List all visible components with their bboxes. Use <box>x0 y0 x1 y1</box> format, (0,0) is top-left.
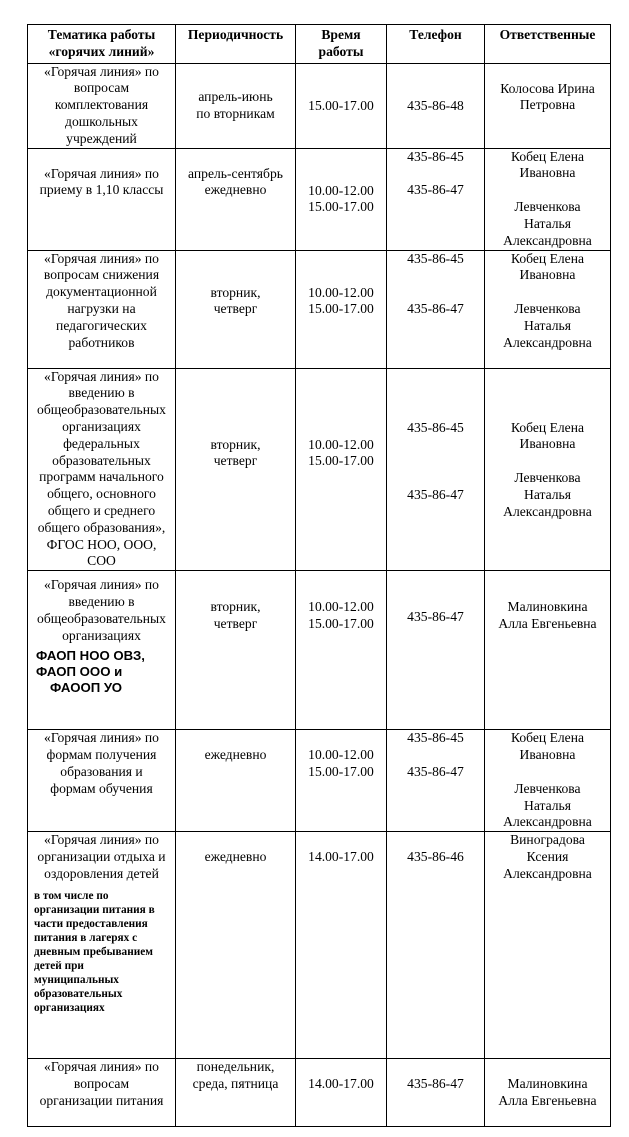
cell-text: ФГОС НОО, ООО, <box>46 536 157 552</box>
cell-text: общеобразовательных <box>37 402 166 418</box>
cell-text: организации отдыха и <box>37 848 166 864</box>
cell-text: образовательных <box>34 987 123 1000</box>
cell-text: 15.00-17.00 <box>308 199 374 215</box>
cell-text: федеральных <box>63 435 140 451</box>
cell-text: формам получения <box>46 746 157 762</box>
cell-text: введению в <box>68 593 135 609</box>
phone-cell <box>387 730 485 832</box>
cell-text: 10.00-12.00 <box>308 599 374 615</box>
phone-number: 435-86-47 <box>407 609 464 625</box>
topic-cell <box>28 63 176 148</box>
cell-text: детей при <box>34 959 84 972</box>
cell-text: Кобец Елена <box>510 148 585 164</box>
phone-cell <box>387 368 485 571</box>
cell-text: ежедневно <box>204 747 267 763</box>
cell-text: Ксения <box>526 848 569 864</box>
cell-text: Левченкова <box>514 470 581 486</box>
topic-note <box>30 648 173 696</box>
responsible-cell <box>485 148 611 250</box>
cell-text: 10.00-12.00 <box>308 182 374 198</box>
cell-text: «Горячая линия» по <box>44 1059 159 1075</box>
phone-number: 435-86-47 <box>407 301 464 317</box>
periodicity-cell <box>176 63 296 148</box>
cell-text: ФАОП НОО ОВЗ, <box>36 648 145 664</box>
cell-text: общего и среднего <box>47 502 156 518</box>
cell-text: ежедневно <box>204 849 267 865</box>
cell-text: среда, пятница <box>192 1075 279 1091</box>
cell-text: четверг <box>213 615 258 631</box>
cell-text: учреждений <box>66 130 137 146</box>
cell-text: 15.00-17.00 <box>308 301 374 317</box>
time-cell <box>296 1059 387 1127</box>
cell-text: дошкольных <box>65 113 138 129</box>
header-responsible: Ответственные <box>485 25 611 64</box>
cell-text: 15.00-17.00 <box>308 763 374 779</box>
responsible-cell <box>485 571 611 730</box>
cell-text: Тематика работы <box>47 27 156 42</box>
phone-number: 435-86-47 <box>407 182 464 198</box>
time-cell <box>296 148 387 250</box>
cell-text: вопросам <box>73 1075 130 1091</box>
cell-text: Левченкова <box>514 780 581 796</box>
cell-text: 10.00-12.00 <box>308 747 374 763</box>
cell-text: организации питания <box>39 1092 164 1108</box>
cell-text: программ начального <box>39 469 164 485</box>
cell-text: общего, основного <box>47 486 156 502</box>
cell-text: образования и <box>60 763 143 779</box>
cell-text: апрель-июнь <box>198 88 273 104</box>
cell-text: части предоставления <box>34 917 148 930</box>
cell-text: образовательных <box>52 452 151 468</box>
cell-text: Кобец Елена <box>510 419 585 435</box>
cell-text: СОО <box>87 553 116 569</box>
cell-text: 15.00-17.00 <box>308 453 374 469</box>
cell-text: четверг <box>213 301 258 317</box>
cell-text: вопросам снижения <box>43 267 160 283</box>
header-periodicity: Периодичность <box>176 25 296 64</box>
cell-text: ФАООП УО <box>50 680 123 696</box>
cell-text: 14.00-17.00 <box>308 849 374 865</box>
time-cell <box>296 730 387 832</box>
phone-number: 435-86-45 <box>407 250 464 266</box>
cell-text: Наталья <box>524 317 571 333</box>
cell-text: питания в лагерях с <box>34 931 138 944</box>
cell-text: 15.00-17.00 <box>308 615 374 631</box>
phone-number: 435-86-45 <box>407 148 464 164</box>
cell-text: вопросам <box>73 80 130 96</box>
cell-text: Левченкова <box>514 199 581 215</box>
cell-text: Кобец Елена <box>510 730 585 746</box>
topic-cell <box>28 1059 176 1127</box>
periodicity-cell <box>176 148 296 250</box>
header-phone: Телефон <box>387 25 485 64</box>
cell-text: «Горячая линия» по <box>44 730 159 746</box>
topic-cell <box>28 730 176 832</box>
cell-text: организации питания в <box>34 903 155 916</box>
table-row <box>28 832 611 1059</box>
cell-text: организациях <box>34 1001 105 1014</box>
cell-text: Алла Евгеньевна <box>498 1092 597 1108</box>
phone-cell <box>387 571 485 730</box>
table-row <box>28 148 611 250</box>
cell-text: Ивановна <box>519 165 576 181</box>
periodicity-cell <box>176 832 296 1059</box>
cell-text: Александровна <box>503 814 592 830</box>
topic-note <box>30 889 173 1015</box>
phone-cell <box>387 1059 485 1127</box>
table-row <box>28 730 611 832</box>
time-cell <box>296 63 387 148</box>
cell-text: Малиновкина <box>507 1076 588 1092</box>
cell-text: «Горячая линия» по <box>44 250 159 266</box>
cell-text: «Горячая линия» по <box>44 368 159 384</box>
table-row <box>28 1059 611 1127</box>
periodicity-cell <box>176 368 296 571</box>
cell-text: 10.00-12.00 <box>308 284 374 300</box>
cell-text: Александровна <box>503 865 592 881</box>
cell-text: формам обучения <box>50 780 153 796</box>
cell-text: понедельник, <box>196 1059 275 1075</box>
responsible-cell <box>485 1059 611 1127</box>
cell-text: ежедневно <box>204 182 267 198</box>
header-work-time <box>296 25 387 64</box>
phone-cell <box>387 63 485 148</box>
time-cell <box>296 368 387 571</box>
cell-text: «Горячая линия» по <box>44 63 159 79</box>
cell-text: введению в <box>68 385 135 401</box>
phone-number: 435-86-45 <box>407 419 464 435</box>
cell-text: комплектования <box>54 97 149 113</box>
cell-text: Ивановна <box>519 436 576 452</box>
cell-text: Левченкова <box>514 301 581 317</box>
cell-text: 14.00-17.00 <box>308 1076 374 1092</box>
header-topic <box>28 25 176 64</box>
cell-text: Малиновкина <box>507 599 588 615</box>
periodicity-cell <box>176 571 296 730</box>
cell-text: Ивановна <box>519 267 576 283</box>
cell-text: в том числе по <box>34 889 109 902</box>
cell-text: муниципальных <box>34 973 119 986</box>
phone-number: 435-86-47 <box>407 487 464 503</box>
cell-text: Кобец Елена <box>510 250 585 266</box>
phone-number: 435-86-46 <box>407 849 464 865</box>
topic-cell <box>28 250 176 368</box>
cell-text: Петровна <box>519 97 576 113</box>
topic-cell <box>28 368 176 571</box>
cell-text: организациях <box>62 418 141 434</box>
cell-text: Александровна <box>503 232 592 248</box>
cell-text: Ивановна <box>519 746 576 762</box>
cell-text: нагрузки на <box>67 300 136 316</box>
cell-text: приему в 1,10 классы <box>39 182 164 198</box>
periodicity-cell <box>176 1059 296 1127</box>
cell-text: общеобразовательных <box>37 610 166 626</box>
cell-text: апрель-сентябрь <box>188 165 283 181</box>
phone-number: 435-86-47 <box>407 1076 464 1092</box>
topic-cell <box>28 832 176 1059</box>
table-header-row <box>28 25 611 64</box>
cell-text: Наталья <box>524 486 571 502</box>
responsible-cell <box>485 63 611 148</box>
time-cell <box>296 571 387 730</box>
phone-cell <box>387 250 485 368</box>
responsible-cell <box>485 250 611 368</box>
cell-text: «горячих линий» <box>48 43 155 59</box>
cell-text: Александровна <box>503 334 592 350</box>
table-row <box>28 250 611 368</box>
table-row <box>28 571 611 730</box>
topic-cell <box>28 148 176 250</box>
phone-number: 435-86-45 <box>407 730 464 746</box>
periodicity-cell <box>176 730 296 832</box>
cell-text: организациях <box>62 627 141 643</box>
phone-cell <box>387 148 485 250</box>
cell-text: 15.00-17.00 <box>308 97 374 113</box>
cell-text: работы <box>318 43 364 59</box>
cell-text: Виноградова <box>510 832 585 848</box>
cell-text: вторник, <box>210 284 261 300</box>
phone-cell <box>387 832 485 1059</box>
cell-text: Александровна <box>503 503 592 519</box>
responsible-cell <box>485 368 611 571</box>
cell-text: Наталья <box>524 797 571 813</box>
cell-text: Наталья <box>524 215 571 231</box>
hotlines-table <box>27 24 611 1127</box>
cell-text: документационной <box>46 284 157 300</box>
cell-text: по вторникам <box>196 105 275 121</box>
cell-text: вторник, <box>210 599 261 615</box>
cell-text: педагогических <box>56 317 147 333</box>
cell-text: 10.00-12.00 <box>308 436 374 452</box>
table-row <box>28 368 611 571</box>
phone-number: 435-86-47 <box>407 763 464 779</box>
cell-text: общего образования», <box>37 519 166 535</box>
cell-text: вторник, <box>210 436 261 452</box>
topic-cell <box>28 571 176 730</box>
table-row <box>28 63 611 148</box>
responsible-cell <box>485 730 611 832</box>
cell-text: Время <box>321 27 361 42</box>
cell-text: дневным пребыванием <box>34 945 153 958</box>
cell-text: ФАОП ООО и <box>36 664 123 680</box>
time-cell <box>296 250 387 368</box>
responsible-cell <box>485 832 611 1059</box>
cell-text: Колосова Ирина <box>500 80 595 96</box>
cell-text: «Горячая линия» по <box>44 577 159 593</box>
periodicity-cell <box>176 250 296 368</box>
cell-text: «Горячая линия» по <box>44 832 159 848</box>
cell-text: Алла Евгеньевна <box>498 615 597 631</box>
cell-text: «Горячая линия» по <box>44 165 159 181</box>
cell-text: оздоровления детей <box>44 865 159 881</box>
cell-text: работников <box>68 334 135 350</box>
cell-text: четверг <box>213 453 258 469</box>
phone-number: 435-86-48 <box>407 97 464 113</box>
time-cell <box>296 832 387 1059</box>
